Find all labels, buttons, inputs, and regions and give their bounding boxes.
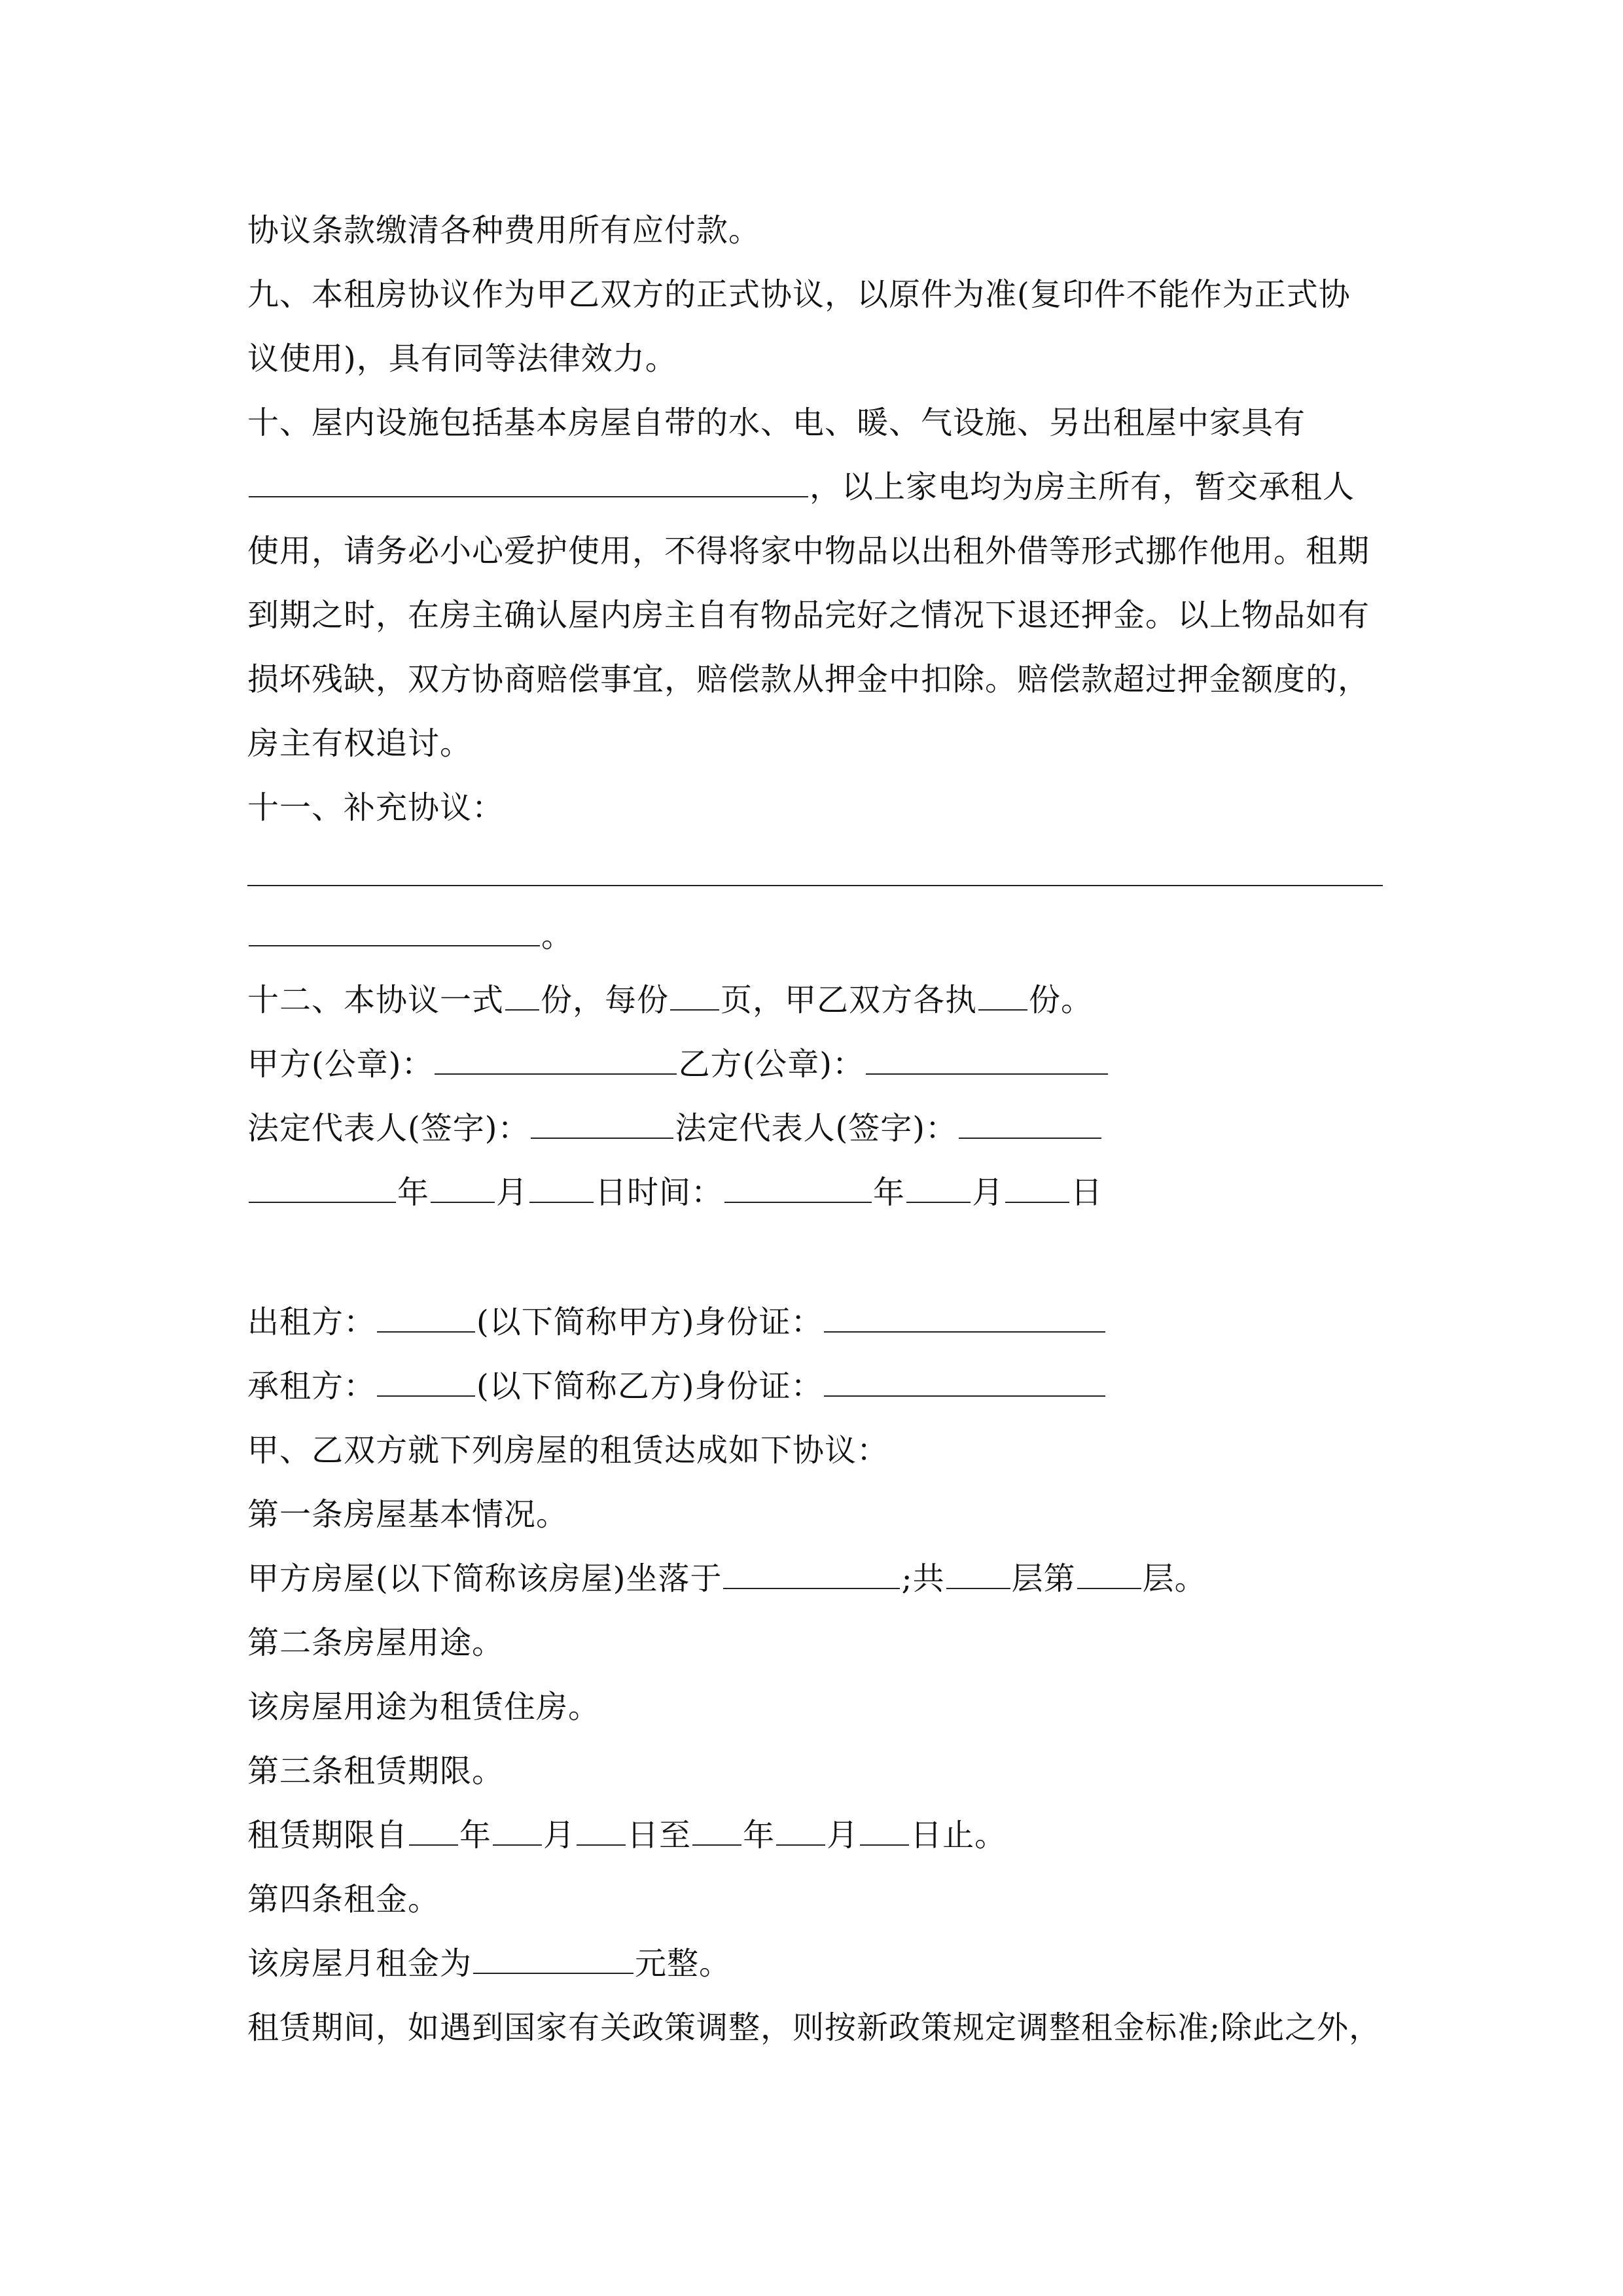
location-blank[interactable] (723, 1587, 900, 1589)
supplement-blank-line[interactable] (247, 885, 1383, 886)
month-blank-2[interactable] (906, 1201, 971, 1203)
lessor-name-blank[interactable] (377, 1331, 475, 1333)
floor-blank[interactable] (1077, 1587, 1141, 1589)
end-month-blank[interactable] (776, 1844, 825, 1846)
furniture-blank[interactable] (249, 495, 808, 497)
end-year-blank[interactable] (692, 1844, 741, 1846)
date-line: 年 月 日时间： 年 月 日 (247, 1160, 1103, 1225)
lessee-line: 承租方： (以下简称乙方)身份证： (247, 1354, 1107, 1419)
party-a-sign-blank[interactable] (531, 1137, 673, 1139)
start-year-blank[interactable] (409, 1844, 458, 1846)
lessor-id-blank[interactable] (824, 1331, 1105, 1333)
clause-12-line: 十二、本协议一式 份，每份 页，甲乙双方各执 份。 (247, 982, 1094, 1018)
clause-10-line-2: ，以上家电均为房主所有，暂交承租人 (247, 454, 1355, 520)
intro-line: 甲、乙双方就下列房屋的租赁达成如下协议： (247, 1432, 889, 1469)
rent-blank[interactable] (473, 1972, 633, 1974)
total-floors-blank[interactable] (946, 1587, 1010, 1589)
party-a-seal-blank[interactable] (435, 1073, 677, 1075)
party-b-seal-blank[interactable] (866, 1073, 1108, 1075)
each-copies-blank[interactable] (978, 1009, 1027, 1011)
day-blank-2[interactable] (1005, 1201, 1069, 1203)
clause-10-line-4: 到期之时，在房主确认屋内房主自有物品完好之情况下退还押金。以上物品如有 (247, 597, 1370, 634)
article-4-text-2: 租赁期间，如遇到国家有关政策调整，则按新政策规定调整租金标准;除此之外， (247, 2009, 1382, 2046)
lessee-id-blank[interactable] (824, 1395, 1105, 1397)
pages-blank[interactable] (670, 1009, 719, 1011)
article-1-text: 甲方房屋(以下简称该房屋)坐落于 ;共 层第 层。 (247, 1560, 1207, 1597)
clause-10-line-6: 房主有权追讨。 (247, 725, 473, 762)
month-blank[interactable] (431, 1201, 495, 1203)
clause-10-line-5: 损坏残缺，双方协商赔偿事宜，赔偿款从押金中扣除。赔偿款超过押金额度的， (247, 661, 1370, 698)
article-2-heading: 第二条房屋用途。 (247, 1624, 505, 1661)
clause-9-line-1: 九、本租房协议作为甲乙双方的正式协议，以原件为准(复印件不能作为正式协 (247, 276, 1351, 313)
clause-10-line-3: 使用，请务必小心爱护使用，不得将家中物品以出租外借等形式挪作他用。租期 (247, 533, 1370, 569)
supplement-blank-end: 。 (247, 903, 573, 969)
article-1-heading: 第一条房屋基本情况。 (247, 1496, 569, 1533)
clause-9-line-2: 议使用)，具有同等法律效力。 (247, 340, 677, 377)
party-b-sign-blank[interactable] (959, 1137, 1101, 1139)
year-blank[interactable] (249, 1201, 396, 1203)
end-day-blank[interactable] (860, 1844, 909, 1846)
lessee-name-blank[interactable] (377, 1395, 475, 1397)
article-3-text: 租赁期限自 年 月 日至 年 月 日止。 (247, 1817, 1007, 1854)
clause-11-heading: 十一、补充协议： (247, 789, 505, 826)
seal-line: 甲方(公章)： 乙方(公章)： (247, 1031, 1109, 1097)
lessor-line: 出租方： (以下简称甲方)身份证： (247, 1289, 1107, 1355)
clause-10-line-1: 十、屋内设施包括基本房屋自带的水、电、暖、气设施、另出租屋中家具有 (247, 404, 1306, 441)
start-day-blank[interactable] (577, 1844, 626, 1846)
copies-blank[interactable] (505, 1009, 539, 1011)
supplement-blank[interactable] (249, 944, 540, 946)
start-month-blank[interactable] (493, 1844, 542, 1846)
paragraph-line: 协议条款缴清各种费用所有应付款。 (247, 212, 761, 249)
year-blank-2[interactable] (724, 1201, 872, 1203)
article-2-text: 该房屋用途为租赁住房。 (247, 1689, 601, 1725)
signature-line: 法定代表人(签字)： 法定代表人(签字)： (247, 1096, 1103, 1161)
day-blank[interactable] (529, 1201, 594, 1203)
article-4-text: 该房屋月租金为 元整。 (247, 1945, 732, 1982)
article-3-heading: 第三条租赁期限。 (247, 1753, 505, 1789)
article-4-heading: 第四条租金。 (247, 1881, 440, 1918)
